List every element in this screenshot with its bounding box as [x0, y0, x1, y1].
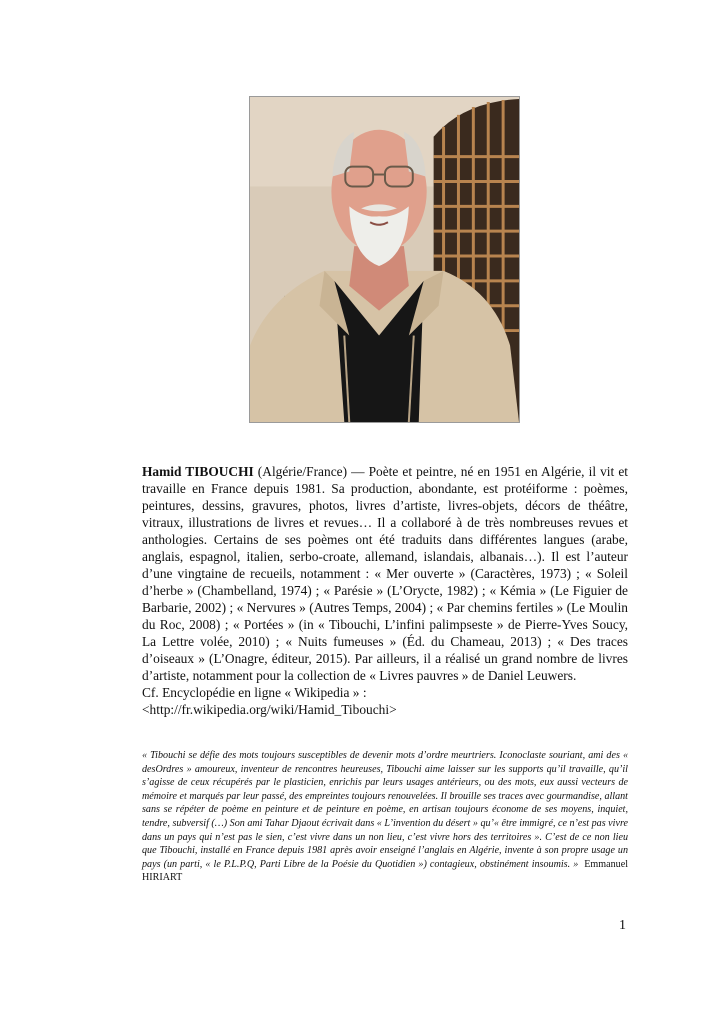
quote-text: « Tibouchi se défie des mots toujours susceptibles de devenir mots d’ordre meurtriers. Iconoclaste souriant, ami des « desOrdres » amoureux, inventeur de rencontres heureuses, Tibouchi aime laisser sur les supports qu’il travaille, qu’il s’agisse de ceux récupérés par le plasticien, enrichis par leurs usages antérieurs, ou des mots, eux aussi vecteurs de mémoire et marqués par leur passé, des empreintes toujours renouvelées. Il brouille ses traces avec gourmandise, allant sans se répéter de poème en peinture et de peinture en poème, en artisan toujours économe de ses moyens, inquiet, tendre, subversif (…) Son ami Tahar Djaout écrivait dans « L’invention du désert » qu’« être immigré, ce n’est pas vivre dans un pays qui n’est pas le sien, c’est vivre dans un non lieu, c’est vivre hors des territoires ». C’est de ce non lieu que Tibouchi, installé en France depuis 1981 après avoir enseigné l’anglais en Algérie, invente à son propre usage un pays (un parti, « le P.L.P.Q, Parti Libre de la Poésie du Quotidien ») contagieux, obstinément insoumis. »	[142, 750, 628, 870]
biography-section	[142, 463, 628, 718]
portrait-illustration	[250, 97, 519, 422]
critic-quote	[142, 749, 628, 885]
quote-author: Emmanuel HIRIART	[142, 858, 628, 884]
biography-text: (Algérie/France) — Poète et peintre, né en 1951 en Algérie, il vit et travaille en France depuis 1981. Sa production, abondante, est protéiforme : poèmes, peintures, dessins, gravures, photos, livres d’artiste, livres-objets, décors de théâtre, vitraux, illustrations de livres et revues… Il a collaboré à de très nombreuses revues et anthologies. Certains de ses poèmes ont été traduits dans différentes langues (arabe, anglais, espagnol, italien, serbo-croate, allemand, islandais, albanais…). Il est l’auteur d’une vingtaine de recueils, notamment : « Mer ouverte » (Caractères, 1973) ; « Soleil d’herbe » (Chambelland, 1974) ; « Parésie » (L’Orycte, 1982) ; « Kémia » (Le Figuier de Barbarie, 2002) ; « Nervures » (Autres Temps, 2004) ; « Par chemins fertiles » (Le Moulin du Roc, 2008) ; « Portées » (in « Tibouchi, L’infini palimpseste » de Pierre-Yves Soucy, La Lettre volée, 2010) ; « Nuits fumeuses » (Éd. du Chameau, 2013) ; « Des traces d’oiseaux » (L’Onagre, éditeur, 2015). Par ailleurs, il a réalisé un grand nombre de livres d’artiste, notamment pour la collection de « Livres pauvres » de Daniel Leuwers.	[142, 464, 628, 683]
author-portrait-photo	[249, 96, 520, 423]
wikipedia-url[interactable]: <http://fr.wikipedia.org/wiki/Hamid_Tibouchi>	[142, 702, 397, 717]
author-name: Hamid TIBOUCHI	[142, 464, 254, 479]
biography-paragraph	[142, 463, 628, 684]
page-number: 1	[619, 918, 626, 933]
wikipedia-reference: Cf. Encyclopédie en ligne « Wikipedia » :	[142, 685, 367, 700]
